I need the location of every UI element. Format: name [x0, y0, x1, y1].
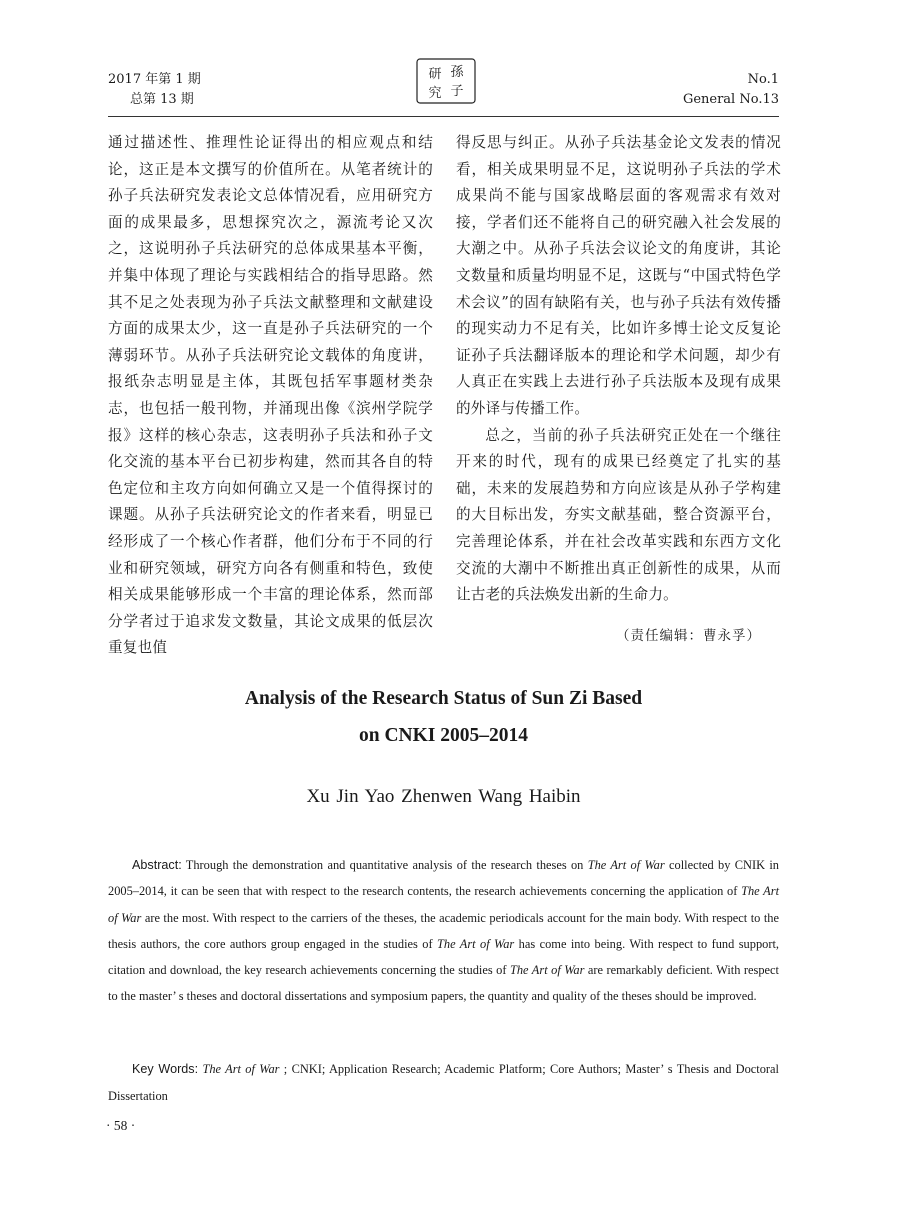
total-issue-en: General No.13 [682, 92, 779, 107]
right-column-para-1: 得反思与纠正。从孙子兵法基金论文发表的情况看，相关成果明显不足，这说明孙子兵法的学术成果尚不能与国家战略层面的客观需求有效对接，学者们还不能将自己的研究融入社会发展的大潮之中。从孙子兵法会议论文的角度讲，其论文数量和质量均明显不足，这既与“中国式特色学术会议”的固有缺陷有关，也与孙子兵法有效传播的现实动力不足有关，比如许多博士论文反复论证孙子兵法翻译版本的理论和学术问题，却少有人真正在实践上去进行孙子兵法版本及现有成果的外译与传播工作。 [456, 134, 781, 417]
header-divider [108, 116, 779, 117]
svg-text:研: 研 [428, 67, 442, 82]
journal-issue-en [683, 70, 779, 110]
svg-text:子: 子 [450, 84, 464, 99]
english-title [108, 680, 779, 754]
english-authors: Xu Jin Yao Zhenwen Wang Haibin [306, 786, 581, 807]
abstract-book-title-2: The Art of War [108, 884, 780, 925]
svg-text:究: 究 [428, 86, 442, 101]
abstract-book-title-3: The Art of War [436, 936, 515, 951]
svg-text:孫: 孫 [450, 65, 464, 80]
english-abstract [108, 852, 779, 1010]
abstract-text-3: are the most. With respect to the carriers of the theses, the academic periodicals account for the main body. With respect to the thesis authors, the core authors group engaged in the studies of [108, 910, 779, 951]
left-column-text: 通过描述性、推理性论证得出的相应观点和结论，这正是本文撰写的价值所在。从笔者统计的孙子兵法研究发表论文总体情况看，应用研究方面的成果最多，思想探究次之，源流考论又次之，这说明孙子兵法研究的总体成果基本平衡，并集中体现了理论与实践相结合的指导思路。然其不足之处表现为孙子兵法文献整理和文献建设方面的成果太少，这一直是孙子兵法研究的一个薄弱环节。从孙子兵法研究论文载体的角度讲，报纸杂志明显是主体，其既包括军事题材类杂志，也包括一般刊物，并涌现出像《滨州学院学报》这样的核心杂志，这表明孙子兵法和孙子文化交流的基本平台已初步构建，然而其各自的特色定位和主攻方向如何确立又是一个值得探讨的课题。从孙子兵法研究论文的作者来看，明显已经形成了一个核心作者群，他们分布于不同的行业和研究领域，研究方向各有侧重和特色，致使相关成果能够形成一个丰富的理论体系，然而部分学者过于追求发文数量，其论文成果的低层次重复也值 [108, 134, 433, 657]
keywords-label: Key Words: [132, 1062, 199, 1076]
english-title-line-2: on CNKI 2005–2014 [358, 725, 529, 746]
abstract-text-1: Through the demonstration and quantitative analysis of the research theses on [181, 858, 588, 872]
issue-number-cn: 2017 年第 1 期 [108, 72, 201, 87]
abstract-book-title-1: The Art of War [587, 858, 665, 872]
abstract-text-5: are remarkably deficient. With respect to the master’ s theses and doctoral dissertations and symposium papers, the quantity and quality of the theses should be improved. [108, 963, 779, 1004]
keywords-book-title: The Art of War [202, 1062, 280, 1076]
page-number: · 58 · [106, 1118, 136, 1133]
body-column-right [456, 130, 781, 649]
issue-number-en: No.1 [747, 72, 779, 87]
english-keywords [108, 1056, 779, 1110]
abstract-text-4: has come into being. With respect to fund support, citation and download, the key research achievements concerning the studies of [108, 936, 779, 978]
keywords-paragraph [108, 1056, 779, 1110]
keywords-list: ; CNKI; Application Research; Academic Platform; Core Authors; Master’ s Thesis and Doctoral Dissertation [108, 1062, 779, 1103]
journal-logo [416, 58, 476, 104]
right-column-para-2: 总之，当前的孙子兵法研究正处在一个继往开来的时代，现有的成果已经奠定了扎实的基础，未来的发展趋势和方向应该是从孙子学构建的大目标出发，夯实文献基础，整合资源平台，完善理论体系，并在社会改革实践和东西方文化交流的大潮中不断推出真正创新性的成果，从而让古老的兵法焕发出新的生命力。 [456, 426, 781, 604]
abstract-book-title-4: The Art of War [509, 963, 585, 978]
abstract-paragraph [108, 852, 779, 1010]
journal-issue-cn [108, 70, 201, 110]
abstract-label: Abstract: [132, 858, 182, 872]
responsible-editor: （责任编辑：曹永孚） [616, 627, 761, 644]
english-title-line-1: Analysis of the Research Status of Sun Zi Based [244, 688, 643, 709]
body-column-left [108, 130, 433, 662]
total-issue-cn: 总第 13 期 [130, 92, 194, 107]
abstract-text-2: collected by CNIK in 2005–2014, it can be seen that with respect to the research contents, the research achievements concerning the application of [108, 858, 779, 899]
